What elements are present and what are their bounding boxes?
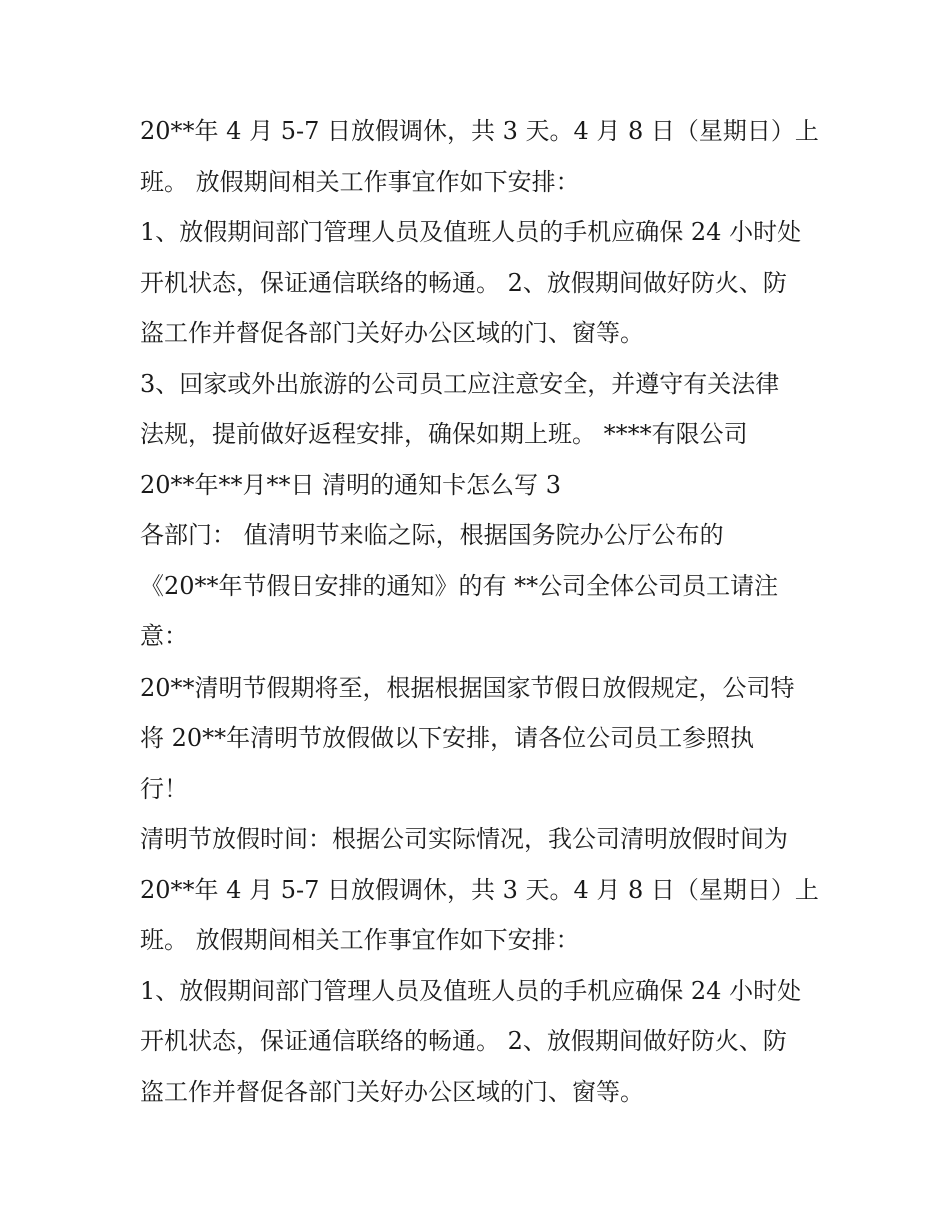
text-line: 3、回家或外出旅游的公司员工应注意安全，并遵守有关法律 — [140, 370, 780, 398]
text-line: 班。 放假期间相关工作事宜作如下安排： — [140, 926, 580, 954]
text-line: 开机状态，保证通信联络的畅通。 2、放假期间做好防火、防 — [140, 1027, 787, 1055]
text-line: 各部门： 值清明节来临之际，根据国务院办公厅公布的 — [140, 521, 724, 549]
text-line: 意： — [140, 622, 188, 650]
text-line: 将 20**年清明节放假做以下安排，请各位公司员工参照执 — [140, 724, 755, 752]
text-line: 20**清明节假期将至，根据根据国家节假日放假规定，公司特 — [140, 674, 795, 702]
text-line: 开机状态，保证通信联络的畅通。 2、放假期间做好防火、防 — [140, 269, 787, 297]
text-line: 20**年**月**日 清明的通知卡怎么写 3 — [140, 471, 562, 499]
text-line: 《20**年节假日安排的通知》的有 **公司全体公司员工请注 — [140, 572, 779, 600]
text-line: 班。 放假期间相关工作事宜作如下安排： — [140, 168, 580, 196]
text-line: 法规，提前做好返程安排，确保如期上班。 ****有限公司 — [140, 420, 748, 448]
text-line: 20**年 4 月 5-7 日放假调休，共 3 天。4 月 8 日（星期日）上 — [140, 876, 819, 904]
text-line: 清明节放假时间：根据公司实际情况，我公司清明放假时间为 — [140, 825, 788, 853]
text-line: 1、放假期间部门管理人员及值班人员的手机应确保 24 小时处 — [140, 218, 802, 246]
text-line: 盗工作并督促各部门关好办公区域的门、窗等。 — [140, 319, 644, 347]
text-line: 行！ — [140, 775, 188, 803]
text-line: 盗工作并督促各部门关好办公区域的门、窗等。 — [140, 1078, 644, 1106]
text-line: 20**年 4 月 5-7 日放假调休，共 3 天。4 月 8 日（星期日）上 — [140, 117, 819, 145]
text-line: 1、放假期间部门管理人员及值班人员的手机应确保 24 小时处 — [140, 977, 802, 1005]
